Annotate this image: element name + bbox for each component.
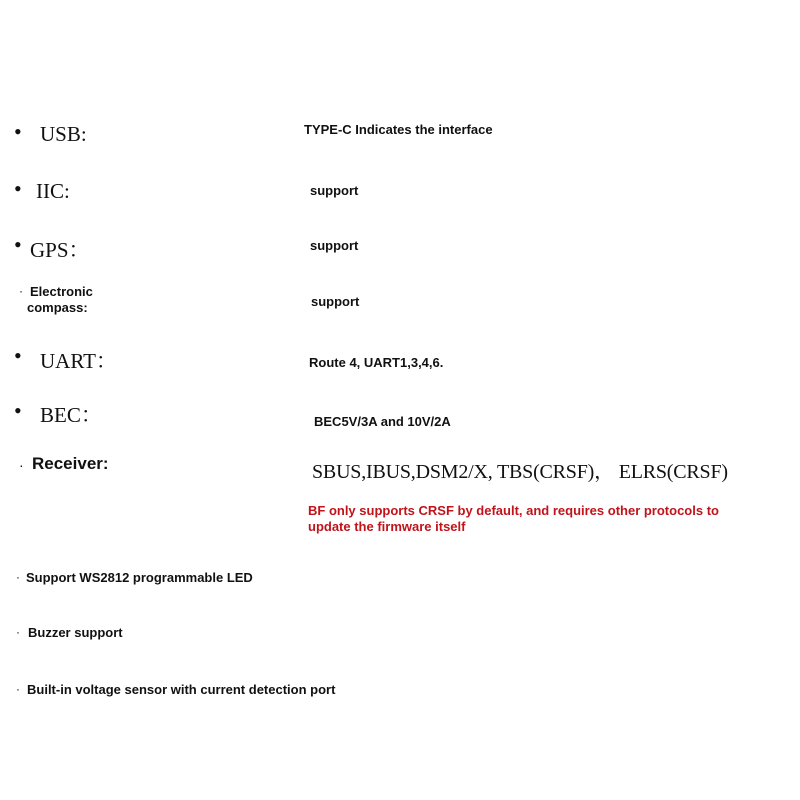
feature-led: Support WS2812 programmable LED (26, 570, 253, 585)
bullet-feature-buzzer: · (16, 625, 20, 639)
receiver-value: SBUS,IBUS,DSM2/X, TBS(CRSF)， ELRS(CRSF) (312, 461, 728, 483)
usb-value: TYPE-C Indicates the interface (304, 122, 493, 137)
bullet-bec: • (14, 398, 22, 423)
bullet-gps: • (14, 232, 22, 257)
bullet-receiver: · (19, 457, 24, 473)
bullet-iic: • (14, 176, 22, 201)
bec-label: BEC： (40, 403, 102, 427)
usb-label: USB: (40, 122, 87, 146)
receiver-note-line2: update the firmware itself (308, 519, 466, 534)
bullet-compass: · (19, 284, 23, 298)
bullet-usb: • (14, 119, 22, 144)
uart-label: UART： (40, 349, 117, 373)
compass-label-line1: Electronic (30, 284, 93, 299)
receiver-label: Receiver: (32, 454, 109, 473)
feature-voltage: Built-in voltage sensor with current detection port (27, 682, 336, 697)
feature-buzzer: Buzzer support (28, 625, 123, 640)
iic-value: support (310, 183, 359, 198)
uart-value: Route 4, UART1,3,4,6. (309, 355, 444, 370)
compass-value: support (311, 294, 360, 309)
receiver-note-line1: BF only supports CRSF by default, and requires other protocols to (308, 503, 719, 518)
iic-label: IIC: (36, 179, 70, 203)
gps-value: support (310, 238, 359, 253)
bullet-uart: • (14, 343, 22, 368)
bullet-feature-voltage: · (16, 682, 20, 696)
bullet-feature-led: · (16, 570, 20, 584)
gps-label: GPS： (30, 238, 90, 262)
compass-label-line2: compass: (27, 300, 88, 315)
bec-value: BEC5V/3A and 10V/2A (314, 414, 451, 429)
